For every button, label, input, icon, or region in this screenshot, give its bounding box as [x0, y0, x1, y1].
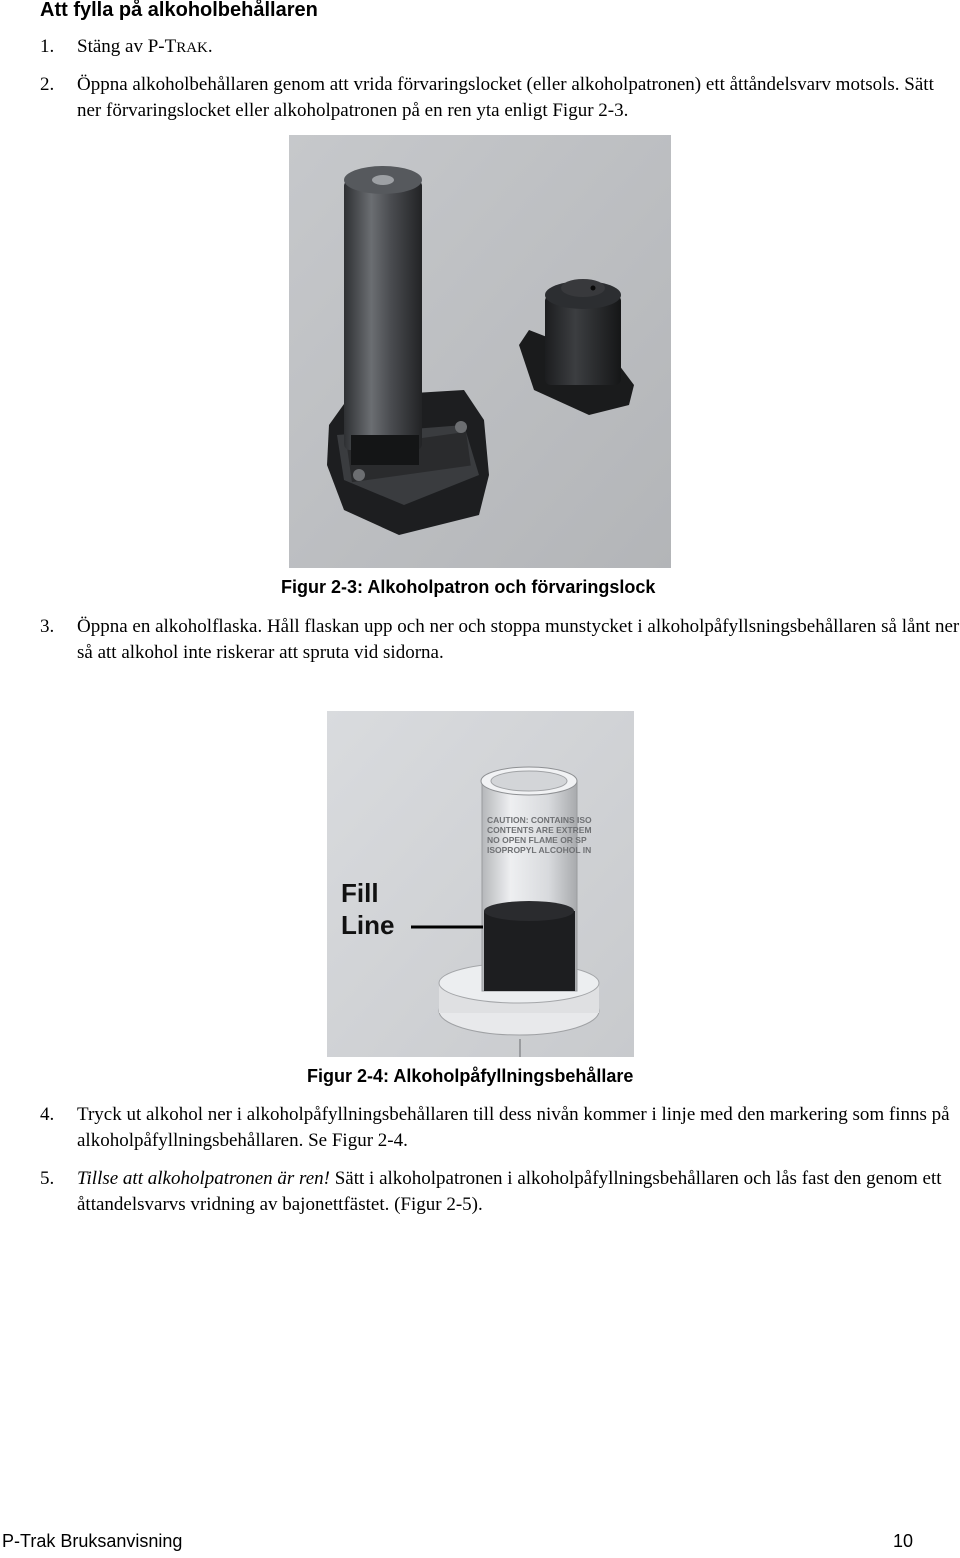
vial-text-line: NO OPEN FLAME OR SP	[487, 835, 587, 845]
step-text: Stäng av P-TRAK.	[77, 36, 213, 57]
step-text: Öppna en alkoholflaska. Håll flaskan upp och ner och stoppa munstycket i alkoholpåfyllsningsbehållaren så lånt ner så att alkohol inte riskerar att spruta vid sidorna.	[77, 616, 960, 663]
step-5	[40, 1166, 960, 1218]
vial-text-line: CAUTION: CONTAINS ISO	[487, 815, 592, 825]
step-emphasis: Tillse att alkoholpatronen är ren!	[77, 1168, 330, 1189]
figure-2-4-photo	[327, 711, 634, 1057]
figure-2-3-photo	[289, 135, 671, 568]
step-number: 1.	[40, 36, 55, 57]
step-text: Tillse att alkoholpatronen är ren! Sätt i alkoholpatronen i alkoholpåfyllningsbehållaren och lås fast den genom ett åttandelsvarvs vridning av bajonettfästet. (Figur 2-5).	[77, 1168, 942, 1215]
step-2	[40, 72, 960, 124]
footer-title: P-Trak Bruksanvisning	[2, 1531, 183, 1551]
fill-line-label: Fill Line	[341, 878, 395, 940]
vial-text-line: CONTENTS ARE EXTREM	[487, 825, 592, 835]
step-number: 4.	[40, 1104, 55, 1125]
figure-2-4-caption: Figur 2-4: Alkoholpåfyllningsbehållare	[307, 1066, 634, 1086]
step-number: 3.	[40, 616, 55, 637]
step-text: Öppna alkoholbehållaren genom att vrida förvaringslocket (eller alkoholpatronen) ett åttåndelsvarv motsols. Sätt ner förvaringslocket eller alkoholpatronen på en ren yta enligt Figur 2-3.	[77, 74, 934, 121]
vial-text-line: ISOPROPYL ALCOHOL IN	[487, 845, 592, 855]
step-text: Tryck ut alkohol ner i alkoholpåfyllningsbehållaren till dess nivån kommer i linje med den markering som finns på alkoholpåfyllningsbehållaren. Se Figur 2-4.	[77, 1104, 950, 1151]
step-3	[40, 614, 960, 666]
step-number: 5.	[40, 1168, 55, 1189]
step-number: 2.	[40, 74, 55, 95]
section-heading: Att fylla på alkoholbehållaren	[40, 0, 318, 21]
figure-2-3-caption: Figur 2-3: Alkoholpatron och förvaringslock	[281, 577, 656, 597]
step-4	[40, 1102, 960, 1154]
page-number: 10	[893, 1531, 914, 1551]
step-1	[40, 34, 960, 61]
alcohol-cartridge-and-storage-cap-image	[289, 135, 671, 568]
